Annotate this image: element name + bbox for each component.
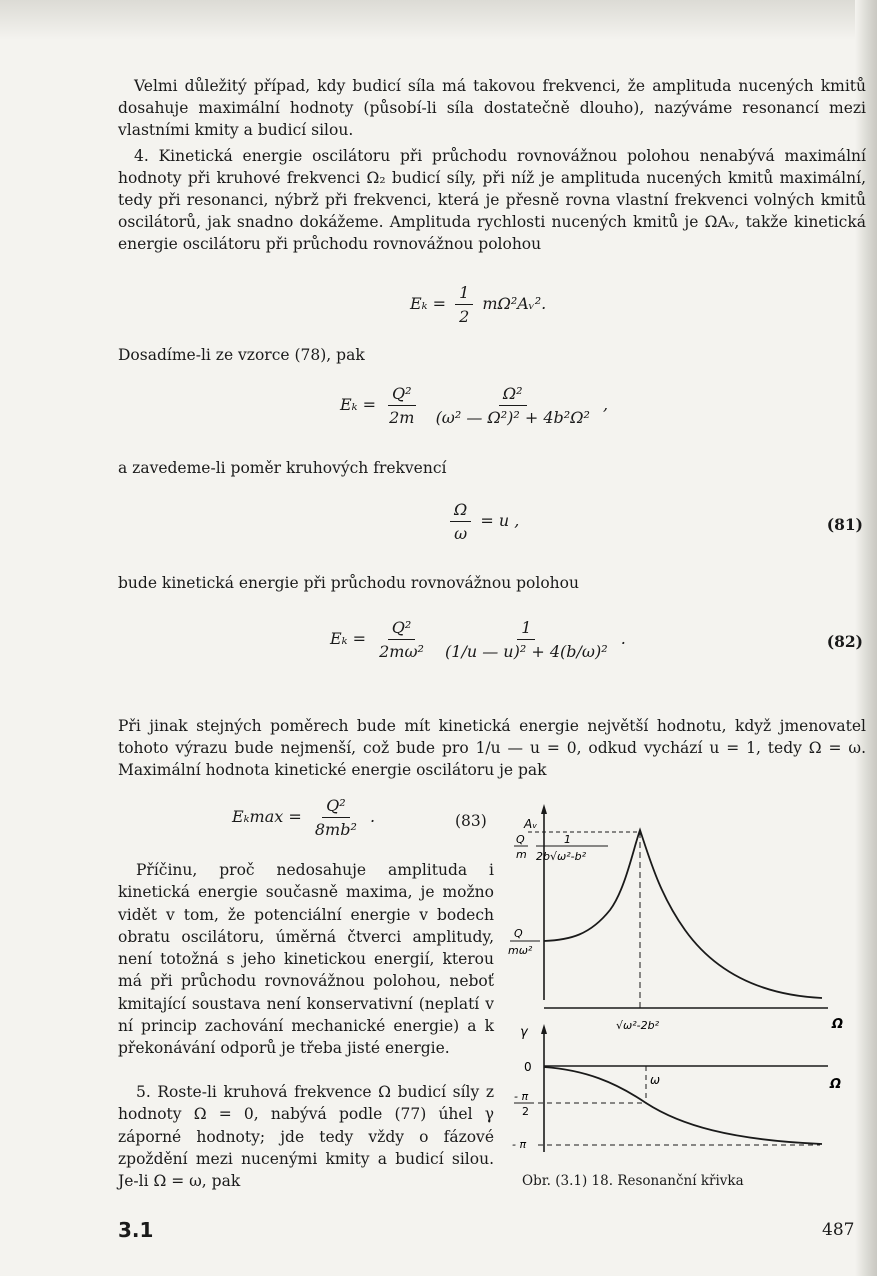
equation-81 [446,500,519,543]
tick-pi: - π [512,1138,527,1151]
eq2-den1: 2m [389,408,415,427]
peak-frac-num: 1 [564,833,571,846]
tick-half-pi-den: 2 [522,1105,529,1118]
eq2-num2: Ω² [499,384,527,406]
peak-label-den: m [516,848,527,861]
section-number: 3.1 [118,1218,154,1242]
left-label-num: Q [514,927,523,940]
eq82-den2: (1/u — u)² + 4(b/ω)² [445,642,608,661]
eq1-fraction [455,283,473,326]
equation-number-83: (83) [455,812,487,830]
page-number: 487 [822,1220,855,1240]
eq82-den1: 2mω² [379,642,424,661]
equation-83 [232,796,375,839]
eq1-num: 1 [455,283,473,305]
eq83-lhs: Eₖmax = [232,807,302,826]
bottom-y-axis-arrow [541,1024,547,1034]
eq81-den: ω [454,524,468,543]
resonance-figure [500,800,850,1170]
paragraph-kinetic-energy: 4. Kinetická energie oscilátoru při průchodu rovnovážnou polohou nenabývá maximální hodnoty při kruhové frekvenci Ω₂ budicí síly, při níž je amplituda nucených kmitů maximální, tedy při resonanci, nýbrž při frekvenci, která je přesně rovna vlastní frekvenci volných kmitů oscilátorů, jak snadno dokážeme. Amplituda rychlosti nucených kmitů je ΩAᵥ, takže kinetická energie oscilátoru při průchodu rovnovážnou polohou [118,147,866,253]
eq81-rhs: = u , [480,511,520,530]
eq2-tail: , [602,395,609,414]
phase-curve [544,1067,822,1144]
peak-label-num: Q [516,833,525,846]
eq2-den2: (ω² — Ω²)² + 4b²Ω² [435,408,590,427]
line-dosadime: Dosadíme-li ze vzorce (78), pak [118,346,365,364]
paragraph-maximum: Při jinak stejných poměrech bude mít kinetická energie největší hodnotu, když jmenovatel tohoto výrazu bude nejmenší, což bude pro 1/u — u = 0, odkud vychází u = 1, tedy Ω = ω. Maximální hodnota kinetické energie oscilátoru je pak [118,717,866,779]
tick-zero: 0 [524,1060,532,1074]
eq2-num1: Q² [388,384,416,406]
equation-number-81: (81) [826,515,863,534]
eq81-fraction [450,500,471,543]
eq2-lhs: Eₖ = [340,395,377,414]
line-zavedeme: a zavedeme-li poměr kruhových frekvencí [118,459,447,477]
top-y-axis-arrow [541,804,547,814]
bottom-x-axis-label: Ω [830,1077,842,1092]
paragraph-cause: Příčinu, proč nedosahuje amplituda i kinetická energie současně maxima, je možno vidět v tom, že potenciální energie v bodech obratu oscilátoru, úměrná čtverci amplitudy, není totožná s jeho kinetickou energií, kterou má při průchodu rovnovážnou polohou, neboť kmitající soustava není konservativní (neplatí v ní princip zachování mechanické energie) a k překonávání odporů je třeba jisté energie. [118,861,494,1058]
eq83-num: Q² [322,796,350,818]
eq83-tail: . [369,807,376,826]
figure-caption: Obr. (3.1) 18. Resonanční křivka [522,1173,744,1189]
eq81-num: Ω [450,500,471,522]
equation-number-82: (82) [826,632,863,651]
tick-half-pi-num: - π [514,1090,529,1103]
peak-frac-den: 2b√ω²-b² [536,850,586,863]
eq82-num1: Q² [388,618,416,640]
line-bude: bude kinetická energie při průchodu rovnovážnou polohou [118,574,579,592]
bottom-y-label: γ [520,1025,528,1040]
paragraph-resonance: Velmi důležitý případ, kdy budicí síla má takovou frekvenci, že amplituda nucených kmitů dosahuje maximální hodnoty (působí-li síla dostatečně dlouho), nazýváme resonancí mezi vlastními kmity a budicí silou. [118,77,866,139]
x-tick-label: √ω²-2b² [616,1019,659,1032]
eq2-fraction-1 [385,384,418,427]
eq2-fraction-2 [432,384,594,427]
eq83-fraction [311,796,361,839]
eq82-tail: . [620,629,626,648]
eq82-fraction-1 [375,618,428,661]
left-label-den: mω² [508,944,533,957]
equation-78-substituted [340,384,608,427]
top-y-label: Aᵥ [524,817,538,831]
eq82-lhs: Eₖ = [330,629,367,648]
eq1-lhs: Eₖ = [410,294,447,313]
equation-kinetic-energy [410,283,546,326]
scan-shadow-top [0,0,877,40]
omega-label: ω [650,1073,661,1087]
eq82-num2: 1 [517,618,535,640]
eq1-den: 2 [459,307,470,326]
equation-82 [330,618,626,661]
eq1-rhs: mΩ²Aᵥ². [482,294,547,313]
eq83-den: 8mb² [314,820,357,839]
paragraph-phase: 5. Roste-li kruhová frekvence Ω budicí síly z hodnoty Ω = 0, nabývá podle (77) úhel γ záporné hodnoty; jde tedy vždy o fázové zpoždění mezi nucenými kmity a budicí silou. Je-li Ω = ω, pak [118,1083,494,1191]
top-x-axis-label: Ω [832,1017,844,1032]
eq82-fraction-2 [441,618,612,661]
